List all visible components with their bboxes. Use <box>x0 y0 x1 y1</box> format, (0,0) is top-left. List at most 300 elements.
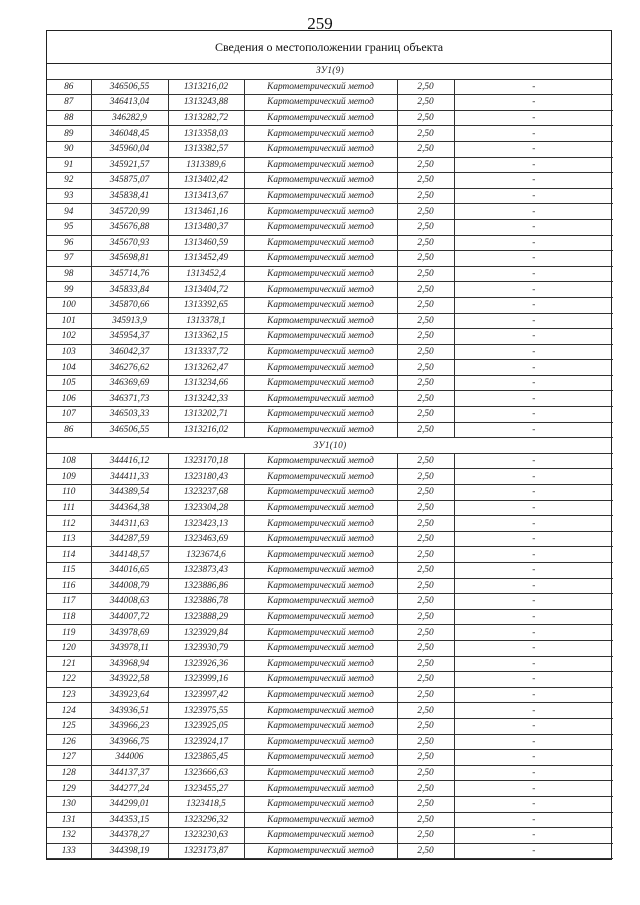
method-cell: Картометрический метод <box>244 188 397 204</box>
x-coordinate-cell: 346048,45 <box>91 126 168 142</box>
y-coordinate-cell: 1313452,4 <box>168 266 244 282</box>
section-header-row <box>47 64 613 79</box>
point-number-cell: 132 <box>47 828 91 844</box>
description-cell: - <box>454 204 613 220</box>
accuracy-cell: 2,50 <box>397 656 454 672</box>
description-cell: - <box>454 609 613 625</box>
accuracy-cell: 2,50 <box>397 188 454 204</box>
table-row <box>47 297 613 313</box>
method-cell: Картометрический метод <box>244 547 397 563</box>
y-coordinate-cell: 1323886,86 <box>168 578 244 594</box>
table-row <box>47 79 613 95</box>
y-coordinate-cell: 1313282,72 <box>168 110 244 126</box>
x-coordinate-cell: 344398,19 <box>91 843 168 859</box>
x-coordinate-cell: 344277,24 <box>91 781 168 797</box>
x-coordinate-cell: 345870,66 <box>91 297 168 313</box>
section-name: ЗУ1(9) <box>47 64 613 79</box>
method-cell: Картометрический метод <box>244 703 397 719</box>
table-row <box>47 828 613 844</box>
accuracy-cell: 2,50 <box>397 79 454 95</box>
description-cell: - <box>454 734 613 750</box>
method-cell: Картометрический метод <box>244 828 397 844</box>
method-cell: Картометрический метод <box>244 765 397 781</box>
description-cell: - <box>454 500 613 516</box>
x-coordinate-cell: 343966,75 <box>91 734 168 750</box>
method-cell: Картометрический метод <box>244 656 397 672</box>
table-row <box>47 656 613 672</box>
y-coordinate-cell: 1313362,15 <box>168 329 244 345</box>
x-coordinate-cell: 345676,88 <box>91 219 168 235</box>
point-number-cell: 112 <box>47 516 91 532</box>
point-number-cell: 125 <box>47 718 91 734</box>
y-coordinate-cell: 1313378,1 <box>168 313 244 329</box>
table-row <box>47 765 613 781</box>
accuracy-cell: 2,50 <box>397 718 454 734</box>
method-cell: Картометрический метод <box>244 375 397 391</box>
point-number-cell: 131 <box>47 812 91 828</box>
x-coordinate-cell: 343922,58 <box>91 672 168 688</box>
accuracy-cell: 2,50 <box>397 126 454 142</box>
method-cell: Картометрический метод <box>244 485 397 501</box>
y-coordinate-cell: 1323180,43 <box>168 469 244 485</box>
x-coordinate-cell: 344299,01 <box>91 796 168 812</box>
method-cell: Картометрический метод <box>244 407 397 423</box>
y-coordinate-cell: 1323423,13 <box>168 516 244 532</box>
method-cell: Картометрический метод <box>244 531 397 547</box>
y-coordinate-cell: 1313389,6 <box>168 157 244 173</box>
y-coordinate-cell: 1313460,59 <box>168 235 244 251</box>
description-cell: - <box>454 407 613 423</box>
accuracy-cell: 2,50 <box>397 344 454 360</box>
x-coordinate-cell: 346413,04 <box>91 95 168 111</box>
accuracy-cell: 2,50 <box>397 547 454 563</box>
point-number-cell: 105 <box>47 375 91 391</box>
point-number-cell: 101 <box>47 313 91 329</box>
x-coordinate-cell: 345913,9 <box>91 313 168 329</box>
boundary-table-sheet <box>46 30 612 860</box>
point-number-cell: 122 <box>47 672 91 688</box>
y-coordinate-cell: 1323930,79 <box>168 640 244 656</box>
description-cell: - <box>454 453 613 469</box>
table-row <box>47 516 613 532</box>
method-cell: Картометрический метод <box>244 453 397 469</box>
method-cell: Картометрический метод <box>244 578 397 594</box>
y-coordinate-cell: 1313413,67 <box>168 188 244 204</box>
description-cell: - <box>454 219 613 235</box>
table-row <box>47 781 613 797</box>
description-cell: - <box>454 266 613 282</box>
accuracy-cell: 2,50 <box>397 141 454 157</box>
y-coordinate-cell: 1323666,63 <box>168 765 244 781</box>
point-number-cell: 128 <box>47 765 91 781</box>
x-coordinate-cell: 343966,23 <box>91 718 168 734</box>
description-cell: - <box>454 563 613 579</box>
table-row <box>47 563 613 579</box>
description-cell: - <box>454 375 613 391</box>
table-row <box>47 469 613 485</box>
point-number-cell: 117 <box>47 594 91 610</box>
point-number-cell: 98 <box>47 266 91 282</box>
x-coordinate-cell: 345954,37 <box>91 329 168 345</box>
method-cell: Картометрический метод <box>244 219 397 235</box>
x-coordinate-cell: 346369,69 <box>91 375 168 391</box>
table-row <box>47 453 613 469</box>
x-coordinate-cell: 344353,15 <box>91 812 168 828</box>
y-coordinate-cell: 1323975,55 <box>168 703 244 719</box>
point-number-cell: 110 <box>47 485 91 501</box>
table-row <box>47 344 613 360</box>
description-cell: - <box>454 110 613 126</box>
y-coordinate-cell: 1313202,71 <box>168 407 244 423</box>
point-number-cell: 114 <box>47 547 91 563</box>
y-coordinate-cell: 1313216,02 <box>168 422 244 438</box>
table-row <box>47 110 613 126</box>
description-cell: - <box>454 703 613 719</box>
section-name: ЗУ1(10) <box>47 438 613 454</box>
y-coordinate-cell: 1323230,63 <box>168 828 244 844</box>
description-cell: - <box>454 126 613 142</box>
y-coordinate-cell: 1323304,28 <box>168 500 244 516</box>
description-cell: - <box>454 313 613 329</box>
table-row <box>47 126 613 142</box>
table-row <box>47 173 613 189</box>
description-cell: - <box>454 95 613 111</box>
y-coordinate-cell: 1323886,78 <box>168 594 244 610</box>
method-cell: Картометрический метод <box>244 110 397 126</box>
point-number-cell: 86 <box>47 422 91 438</box>
table-row <box>47 485 613 501</box>
description-cell: - <box>454 235 613 251</box>
y-coordinate-cell: 1313262,47 <box>168 360 244 376</box>
table-row <box>47 750 613 766</box>
accuracy-cell: 2,50 <box>397 173 454 189</box>
point-number-cell: 124 <box>47 703 91 719</box>
x-coordinate-cell: 346276,62 <box>91 360 168 376</box>
method-cell: Картометрический метод <box>244 126 397 142</box>
table-row <box>47 204 613 220</box>
point-number-cell: 87 <box>47 95 91 111</box>
table-row <box>47 266 613 282</box>
description-cell: - <box>454 640 613 656</box>
x-coordinate-cell: 346506,55 <box>91 422 168 438</box>
description-cell: - <box>454 718 613 734</box>
accuracy-cell: 2,50 <box>397 640 454 656</box>
point-number-cell: 88 <box>47 110 91 126</box>
accuracy-cell: 2,50 <box>397 500 454 516</box>
description-cell: - <box>454 422 613 438</box>
table-row <box>47 609 613 625</box>
description-cell: - <box>454 594 613 610</box>
table-row <box>47 95 613 111</box>
accuracy-cell: 2,50 <box>397 796 454 812</box>
description-cell: - <box>454 157 613 173</box>
point-number-cell: 95 <box>47 219 91 235</box>
method-cell: Картометрический метод <box>244 594 397 610</box>
method-cell: Картометрический метод <box>244 516 397 532</box>
point-number-cell: 97 <box>47 251 91 267</box>
x-coordinate-cell: 345714,76 <box>91 266 168 282</box>
description-cell: - <box>454 344 613 360</box>
description-cell: - <box>454 79 613 95</box>
accuracy-cell: 2,50 <box>397 531 454 547</box>
accuracy-cell: 2,50 <box>397 563 454 579</box>
accuracy-cell: 2,50 <box>397 157 454 173</box>
y-coordinate-cell: 1323455,27 <box>168 781 244 797</box>
point-number-cell: 104 <box>47 360 91 376</box>
x-coordinate-cell: 344148,57 <box>91 547 168 563</box>
y-coordinate-cell: 1313337,72 <box>168 344 244 360</box>
method-cell: Картометрический метод <box>244 687 397 703</box>
description-cell: - <box>454 828 613 844</box>
x-coordinate-cell: 346371,73 <box>91 391 168 407</box>
table-row <box>47 391 613 407</box>
method-cell: Картометрический метод <box>244 563 397 579</box>
method-cell: Картометрический метод <box>244 344 397 360</box>
description-cell: - <box>454 625 613 641</box>
accuracy-cell: 2,50 <box>397 375 454 391</box>
description-cell: - <box>454 516 613 532</box>
y-coordinate-cell: 1323873,43 <box>168 563 244 579</box>
accuracy-cell: 2,50 <box>397 110 454 126</box>
accuracy-cell: 2,50 <box>397 516 454 532</box>
accuracy-cell: 2,50 <box>397 313 454 329</box>
x-coordinate-cell: 344008,79 <box>91 578 168 594</box>
point-number-cell: 102 <box>47 329 91 345</box>
method-cell: Картометрический метод <box>244 157 397 173</box>
description-cell: - <box>454 812 613 828</box>
point-number-cell: 91 <box>47 157 91 173</box>
accuracy-cell: 2,50 <box>397 297 454 313</box>
x-coordinate-cell: 345838,41 <box>91 188 168 204</box>
y-coordinate-cell: 1323296,32 <box>168 812 244 828</box>
x-coordinate-cell: 345670,93 <box>91 235 168 251</box>
accuracy-cell: 2,50 <box>397 812 454 828</box>
table-row <box>47 547 613 563</box>
x-coordinate-cell: 346506,55 <box>91 79 168 95</box>
y-coordinate-cell: 1313452,49 <box>168 251 244 267</box>
table-row <box>47 796 613 812</box>
point-number-cell: 118 <box>47 609 91 625</box>
description-cell: - <box>454 297 613 313</box>
method-cell: Картометрический метод <box>244 251 397 267</box>
y-coordinate-cell: 1323997,42 <box>168 687 244 703</box>
x-coordinate-cell: 344311,63 <box>91 516 168 532</box>
description-cell: - <box>454 656 613 672</box>
method-cell: Картометрический метод <box>244 625 397 641</box>
description-cell: - <box>454 282 613 298</box>
point-number-cell: 130 <box>47 796 91 812</box>
method-cell: Картометрический метод <box>244 391 397 407</box>
point-number-cell: 94 <box>47 204 91 220</box>
method-cell: Картометрический метод <box>244 750 397 766</box>
x-coordinate-cell: 343968,94 <box>91 656 168 672</box>
x-coordinate-cell: 345720,99 <box>91 204 168 220</box>
method-cell: Картометрический метод <box>244 500 397 516</box>
coordinates-table <box>47 64 613 859</box>
description-cell: - <box>454 141 613 157</box>
x-coordinate-cell: 344007,72 <box>91 609 168 625</box>
accuracy-cell: 2,50 <box>397 251 454 267</box>
table-row <box>47 219 613 235</box>
x-coordinate-cell: 344411,33 <box>91 469 168 485</box>
table-row <box>47 812 613 828</box>
y-coordinate-cell: 1323929,84 <box>168 625 244 641</box>
point-number-cell: 93 <box>47 188 91 204</box>
method-cell: Картометрический метод <box>244 282 397 298</box>
x-coordinate-cell: 344378,27 <box>91 828 168 844</box>
page-number: 259 <box>307 14 333 33</box>
table-row <box>47 188 613 204</box>
x-coordinate-cell: 344006 <box>91 750 168 766</box>
x-coordinate-cell: 344364,38 <box>91 500 168 516</box>
description-cell: - <box>454 391 613 407</box>
y-coordinate-cell: 1313402,42 <box>168 173 244 189</box>
method-cell: Картометрический метод <box>244 141 397 157</box>
description-cell: - <box>454 578 613 594</box>
x-coordinate-cell: 343923,64 <box>91 687 168 703</box>
x-coordinate-cell: 344137,37 <box>91 765 168 781</box>
accuracy-cell: 2,50 <box>397 625 454 641</box>
table-row <box>47 672 613 688</box>
x-coordinate-cell: 345833,84 <box>91 282 168 298</box>
y-coordinate-cell: 1313461,16 <box>168 204 244 220</box>
point-number-cell: 129 <box>47 781 91 797</box>
point-number-cell: 92 <box>47 173 91 189</box>
accuracy-cell: 2,50 <box>397 282 454 298</box>
point-number-cell: 119 <box>47 625 91 641</box>
table-row <box>47 360 613 376</box>
table-row <box>47 843 613 859</box>
y-coordinate-cell: 1323674,6 <box>168 547 244 563</box>
table-row <box>47 578 613 594</box>
point-number-cell: 123 <box>47 687 91 703</box>
point-number-cell: 116 <box>47 578 91 594</box>
method-cell: Картометрический метод <box>244 781 397 797</box>
description-cell: - <box>454 173 613 189</box>
point-number-cell: 99 <box>47 282 91 298</box>
x-coordinate-cell: 345960,04 <box>91 141 168 157</box>
table-row <box>47 141 613 157</box>
method-cell: Картометрический метод <box>244 360 397 376</box>
x-coordinate-cell: 346042,37 <box>91 344 168 360</box>
x-coordinate-cell: 343978,69 <box>91 625 168 641</box>
method-cell: Картометрический метод <box>244 313 397 329</box>
point-number-cell: 107 <box>47 407 91 423</box>
accuracy-cell: 2,50 <box>397 594 454 610</box>
point-number-cell: 109 <box>47 469 91 485</box>
y-coordinate-cell: 1313242,33 <box>168 391 244 407</box>
accuracy-cell: 2,50 <box>397 469 454 485</box>
method-cell: Картометрический метод <box>244 672 397 688</box>
table-row <box>47 329 613 345</box>
y-coordinate-cell: 1323888,29 <box>168 609 244 625</box>
accuracy-cell: 2,50 <box>397 765 454 781</box>
accuracy-cell: 2,50 <box>397 578 454 594</box>
accuracy-cell: 2,50 <box>397 781 454 797</box>
table-row <box>47 531 613 547</box>
table-row <box>47 594 613 610</box>
method-cell: Картометрический метод <box>244 173 397 189</box>
accuracy-cell: 2,50 <box>397 453 454 469</box>
point-number-cell: 90 <box>47 141 91 157</box>
y-coordinate-cell: 1323925,05 <box>168 718 244 734</box>
y-coordinate-cell: 1313404,72 <box>168 282 244 298</box>
point-number-cell: 127 <box>47 750 91 766</box>
accuracy-cell: 2,50 <box>397 672 454 688</box>
description-cell: - <box>454 687 613 703</box>
y-coordinate-cell: 1313358,03 <box>168 126 244 142</box>
table-title: Сведения о местоположении границ объекта <box>47 31 611 64</box>
x-coordinate-cell: 343936,51 <box>91 703 168 719</box>
point-number-cell: 133 <box>47 843 91 859</box>
y-coordinate-cell: 1313480,37 <box>168 219 244 235</box>
accuracy-cell: 2,50 <box>397 360 454 376</box>
x-coordinate-cell: 346282,9 <box>91 110 168 126</box>
y-coordinate-cell: 1313392,65 <box>168 297 244 313</box>
table-row <box>47 734 613 750</box>
accuracy-cell: 2,50 <box>397 391 454 407</box>
x-coordinate-cell: 344416,12 <box>91 453 168 469</box>
description-cell: - <box>454 796 613 812</box>
method-cell: Картометрический метод <box>244 79 397 95</box>
accuracy-cell: 2,50 <box>397 843 454 859</box>
description-cell: - <box>454 765 613 781</box>
method-cell: Картометрический метод <box>244 640 397 656</box>
method-cell: Картометрический метод <box>244 297 397 313</box>
method-cell: Картометрический метод <box>244 609 397 625</box>
point-number-cell: 108 <box>47 453 91 469</box>
y-coordinate-cell: 1323463,69 <box>168 531 244 547</box>
point-number-cell: 113 <box>47 531 91 547</box>
table-row <box>47 703 613 719</box>
method-cell: Картометрический метод <box>244 235 397 251</box>
point-number-cell: 106 <box>47 391 91 407</box>
table-row <box>47 687 613 703</box>
table-row <box>47 625 613 641</box>
x-coordinate-cell: 345698,81 <box>91 251 168 267</box>
accuracy-cell: 2,50 <box>397 329 454 345</box>
table-row <box>47 251 613 267</box>
accuracy-cell: 2,50 <box>397 204 454 220</box>
y-coordinate-cell: 1323418,5 <box>168 796 244 812</box>
accuracy-cell: 2,50 <box>397 95 454 111</box>
accuracy-cell: 2,50 <box>397 734 454 750</box>
y-coordinate-cell: 1323999,16 <box>168 672 244 688</box>
method-cell: Картометрический метод <box>244 422 397 438</box>
point-number-cell: 111 <box>47 500 91 516</box>
point-number-cell: 121 <box>47 656 91 672</box>
method-cell: Картометрический метод <box>244 329 397 345</box>
y-coordinate-cell: 1323924,17 <box>168 734 244 750</box>
description-cell: - <box>454 547 613 563</box>
table-row <box>47 407 613 423</box>
description-cell: - <box>454 750 613 766</box>
x-coordinate-cell: 345875,07 <box>91 173 168 189</box>
accuracy-cell: 2,50 <box>397 407 454 423</box>
x-coordinate-cell: 346503,33 <box>91 407 168 423</box>
method-cell: Картометрический метод <box>244 812 397 828</box>
point-number-cell: 89 <box>47 126 91 142</box>
table-row <box>47 157 613 173</box>
point-number-cell: 100 <box>47 297 91 313</box>
table-row <box>47 500 613 516</box>
coordinates-table-body <box>47 64 613 859</box>
y-coordinate-cell: 1323926,36 <box>168 656 244 672</box>
description-cell: - <box>454 843 613 859</box>
description-cell: - <box>454 360 613 376</box>
x-coordinate-cell: 344389,54 <box>91 485 168 501</box>
point-number-cell: 120 <box>47 640 91 656</box>
